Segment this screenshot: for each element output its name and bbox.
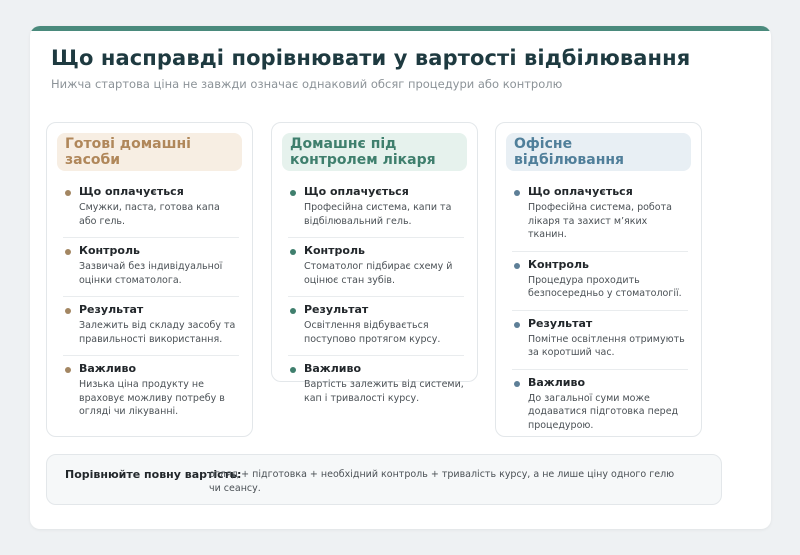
accent-bar (30, 26, 771, 31)
item-label: Що оплачується (79, 185, 184, 198)
list-item (512, 251, 688, 310)
bullet-dot-icon (514, 263, 520, 269)
page-title: Що насправді порівнювати у вартості відбілювання (51, 46, 691, 70)
list-item (288, 185, 464, 237)
list-item (288, 355, 464, 405)
item-label: Контроль (79, 244, 140, 257)
column-home-supervised (271, 122, 478, 404)
list-item (63, 296, 239, 355)
item-text: Стоматолог підбирає схему й оцінює стан зубів. (304, 261, 453, 286)
bullet-dot-icon (65, 249, 71, 255)
column-items (512, 185, 688, 432)
bullet-dot-icon (65, 190, 71, 196)
item-text: Низька ціна продукту не враховує можливу потребу в огляді чи лікуванні. (79, 379, 225, 417)
item-text: Зазвичай без індивідуальної оцінки стоматолога. (79, 261, 223, 286)
item-text: До загальної суми може додаватися підготовка перед процедурою. (528, 392, 679, 431)
item-text: Вартість залежить від системи, кап і тривалості курсу. (304, 379, 464, 404)
list-item (288, 296, 464, 355)
item-label: Результат (304, 303, 369, 316)
list-item (512, 369, 688, 433)
list-item (288, 237, 464, 296)
bullet-dot-icon (290, 249, 296, 255)
item-label: Контроль (304, 244, 365, 257)
item-label: Що оплачується (304, 185, 409, 198)
bullet-dot-icon (65, 308, 71, 314)
column-title: Готові домашні засоби (57, 133, 242, 171)
list-item (512, 310, 688, 369)
list-item (512, 185, 688, 251)
comparison-card (30, 26, 771, 529)
bullet-dot-icon (290, 367, 296, 373)
bullet-dot-icon (514, 322, 520, 328)
column-items (63, 185, 239, 419)
column-home-products (46, 122, 253, 437)
item-text: Професійна система, капи та відбілювальний гель. (304, 202, 452, 227)
bullet-dot-icon (514, 381, 520, 387)
item-text: Процедура проходить безпосередньо у стоматології. (528, 274, 682, 299)
item-label: Контроль (528, 257, 589, 271)
item-text: Освітлення відбувається поступово протягом курсу. (304, 320, 441, 345)
item-text: Залежить від складу засобу та правильності використання. (79, 320, 236, 345)
item-text: Професійна система, робота лікаря та захист м’яких тканин. (528, 202, 672, 240)
column-title: Офісне відбілювання (506, 133, 691, 171)
note-text: огляд + підготовка + необхідний контроль + тривалість курсу, а не лише ціну одного гелю чи сеансу. (209, 469, 675, 494)
column-items (288, 185, 464, 405)
list-item (63, 237, 239, 296)
item-label: Важливо (304, 362, 362, 375)
item-label: Важливо (79, 362, 137, 375)
bullet-dot-icon (290, 308, 296, 314)
item-text: Помітне освітлення отримують за коротший час. (528, 333, 685, 358)
item-label: Що оплачується (528, 185, 633, 198)
column-office-whitening (495, 122, 702, 437)
list-item (63, 185, 239, 237)
bullet-dot-icon (514, 190, 520, 196)
column-title: Домашнє під контролем лікаря (282, 133, 467, 171)
note-label: Порівнюйте повну вартість: (65, 468, 242, 481)
bullet-dot-icon (290, 190, 296, 196)
bullet-dot-icon (65, 367, 71, 373)
page-subtitle: Нижча стартова ціна не завжди означає однаковий обсяг процедури або контролю (51, 77, 563, 91)
list-item (63, 355, 239, 419)
item-label: Результат (528, 316, 593, 330)
item-label: Важливо (528, 375, 586, 389)
total-cost-note (46, 454, 722, 505)
item-text: Смужки, паста, готова капа або гель. (79, 202, 220, 227)
item-label: Результат (79, 303, 144, 316)
